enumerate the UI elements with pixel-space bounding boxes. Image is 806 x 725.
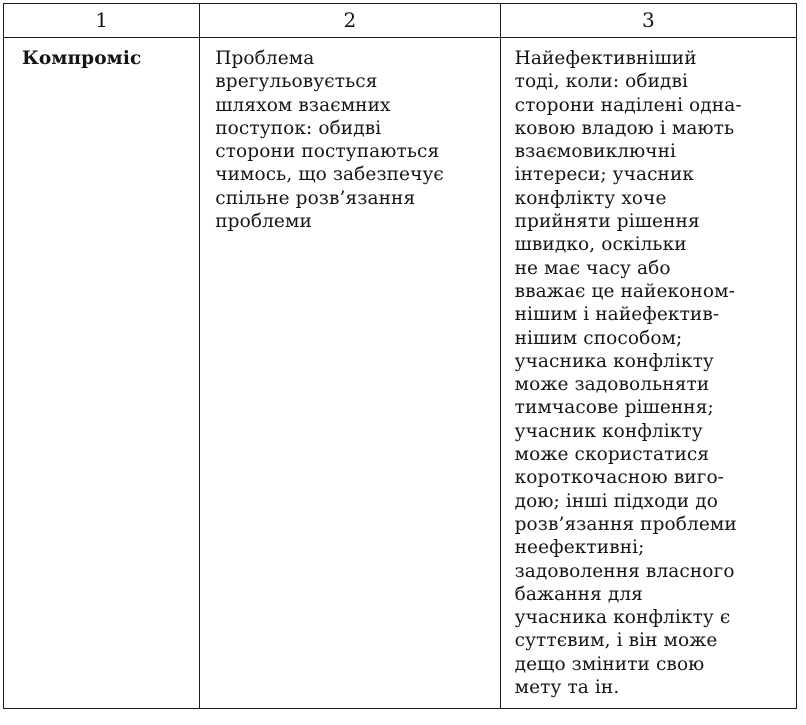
conditions-line: неефективні;: [514, 537, 645, 559]
conditions-line: конфлікту хоче: [514, 187, 667, 209]
conditions-cell: [500, 38, 796, 709]
description-cell: [200, 38, 500, 709]
conflict-strategy-table: [3, 3, 797, 709]
conditions-line: суттєвим, і він може: [514, 630, 718, 652]
conditions-line: взаємовиключні: [514, 141, 677, 163]
conditions-line: учасник конфлікту: [514, 420, 703, 442]
conditions-line: дещо змінити свою: [514, 653, 705, 675]
description-line: сторони поступаються: [215, 141, 440, 163]
conditions-line: тимчасове рішення;: [514, 397, 714, 419]
conditions-line: розв’язання проблеми: [514, 513, 737, 535]
description-text: [200, 38, 499, 239]
description-line: проблеми: [215, 211, 312, 233]
conditions-line: прийняти рішення: [514, 211, 700, 233]
conditions-line: може задовольняти: [514, 374, 710, 396]
conditions-line: не має часу або: [514, 257, 671, 279]
conditions-line: нішим способом;: [514, 327, 683, 349]
description-line: чимось, що забезпечує: [215, 164, 444, 186]
header-cell-3: 3: [500, 4, 796, 38]
conditions-line: мету та ін.: [514, 677, 620, 699]
conditions-line: тоді, коли: обидві: [514, 71, 689, 93]
description-line: поступок: обидві: [215, 117, 382, 139]
conditions-line: нішим і найефектив-: [514, 304, 720, 326]
description-line: врегульовується: [215, 71, 378, 93]
conditions-line: дою; інші підходи до: [514, 490, 718, 512]
conditions-line: короткочасною виго-: [514, 467, 725, 489]
conditions-line: учасника конфлікту є: [514, 607, 731, 629]
conditions-line: учасника конфлікту: [514, 350, 714, 372]
conditions-line: бажання для: [514, 583, 643, 605]
description-line: спільне розв’язання: [215, 187, 416, 209]
description-line: Проблема: [215, 48, 315, 69]
conditions-line: може скористатися: [514, 444, 710, 466]
term-text: Компроміс: [22, 48, 142, 69]
conditions-line: ковою владою і мають: [514, 117, 735, 139]
header-cell-2: 2: [200, 4, 500, 38]
conditions-line: Найефективніший: [514, 48, 697, 69]
conditions-text: [501, 38, 796, 705]
conditions-line: швидко, оскільки: [514, 234, 687, 256]
description-line: шляхом взаємних: [215, 94, 391, 116]
term-cell: [4, 38, 200, 709]
conditions-line: інтереси; учасник: [514, 164, 695, 186]
header-cell-1: 1: [4, 4, 200, 38]
conditions-line: сторони наділені одна-: [514, 94, 742, 116]
table-row: [4, 38, 797, 709]
header-row: [4, 4, 797, 38]
conditions-line: задоволення власного: [514, 560, 735, 582]
conditions-line: вважає це найеконом-: [514, 280, 735, 302]
